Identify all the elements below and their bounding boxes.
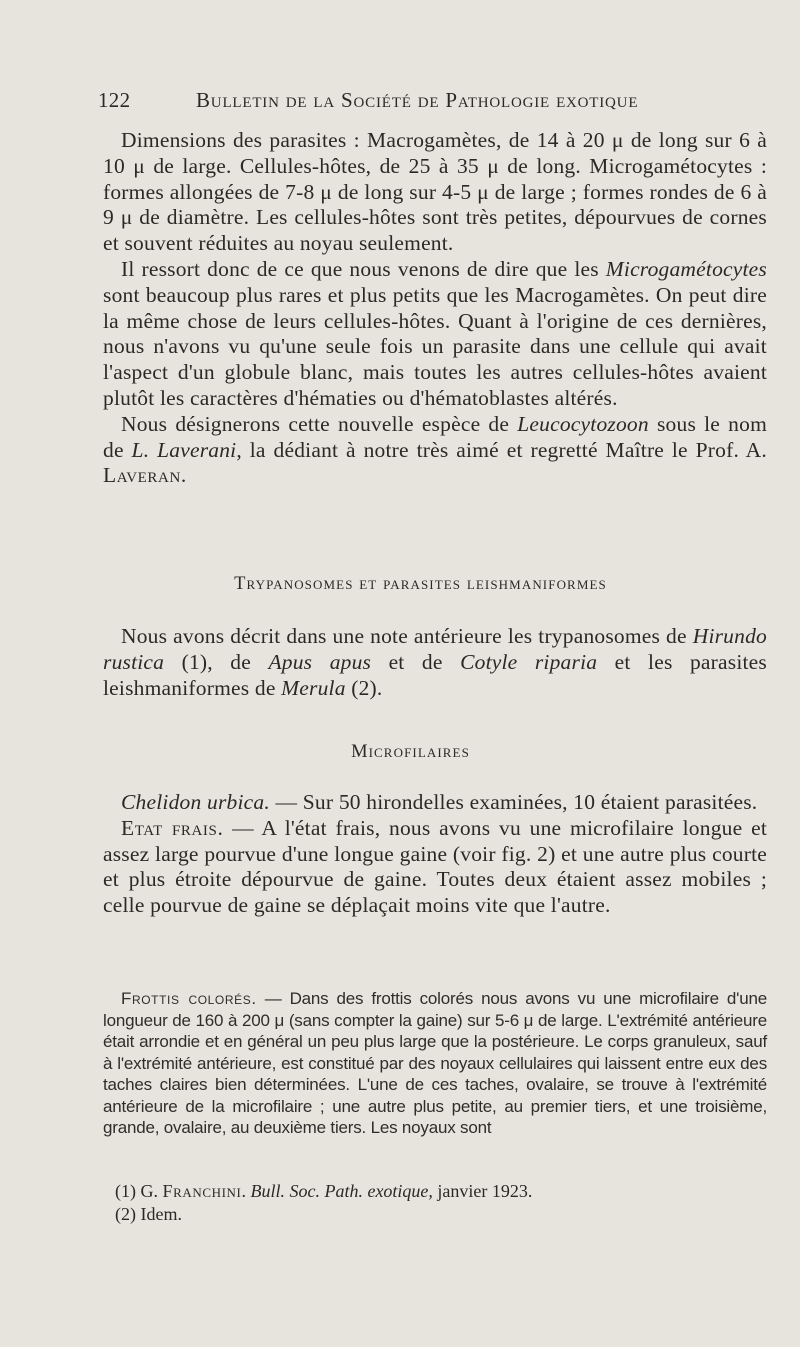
italic-term: Chelidon urbica.	[121, 790, 270, 814]
text-run: — A l'état frais, nous avons vu une microfilaire longue et assez large pourvue d'une longue gaine (voir fig. 2) et une autre plus courte et plus étroite dépourvue de gaine. Toutes deux étaient assez mobiles ; celle pourvue de gaine se déplaçait moins vite que l'autre.	[103, 815, 767, 918]
footnote-2	[103, 1203, 767, 1226]
text-run: — Dans des frottis colorés nous avons vu une microfilaire d'une longueur de 160 à 200 μ (sans compter la gaine) sur 5-6 μ de large. L'extrémité antérieure était arrondie et en général un peu plus large que la postérieure. Le corps granuleux, sauf à l'extrémité antérieure, est constitué par des noyaux cellulaires qui laissent entre eux des taches claires bien déterminées. L'une de ces taches, ovalaire, se trouve à l'extrémité antérieure de la microfilaire ; une autre plus petite, au premier tiers, et une troisième, grande, ovalaire, au deuxième tiers. Les noyaux sont	[103, 989, 767, 1137]
section-trypanosomes	[103, 624, 767, 701]
running-header	[98, 88, 658, 118]
footnote-1	[103, 1180, 767, 1203]
text-run: .	[180, 463, 187, 488]
small-caps-lead: Etat frais.	[121, 815, 224, 840]
paragraph-etat-frais	[103, 816, 767, 919]
section-microfilaires	[103, 790, 767, 919]
footnotes	[103, 1180, 767, 1225]
text-run: G.	[140, 1181, 163, 1201]
paragraph-dimensions: Dimensions des parasites : Macrogamètes, de 14 à 20 μ de long sur 6 à 10 μ de large. Cellules-hôtes, de 25 à 35 μ de long. Microgamétocytes : formes allongées de 7-8 μ de long sur 4-5 μ de large ; formes rondes de 6 à 9 μ de diamètre. Les cellules-hôtes sont très petites, dépourvues de cornes et souvent réduites au noyau seulement.	[103, 128, 767, 256]
running-title: Bulletin de la Société de Pathologie exotique	[196, 88, 639, 112]
italic-term: Microgamétocytes	[605, 256, 767, 281]
footnote-number: (2)	[115, 1203, 136, 1224]
section-frottis	[103, 988, 767, 1139]
page-number: 122	[98, 88, 131, 112]
text-run: sont beaucoup plus rares et plus petits que les Macrogamètes. On peut dire la même chose de leurs cellules-hôtes. Quant à l'origine de ces dernières, nous n'avons vu qu'une seule fois un parasite dans une cellule qui avait l'aspect d'un globule blanc, mais toutes les autres cellules-hôtes avaient plutôt les caractères d'hématies ou d'hématoblastes altérés.	[103, 282, 767, 410]
text-run: Nous avons décrit dans une note antérieure les trypanosomes de	[121, 624, 693, 648]
text-run: .	[241, 1181, 251, 1201]
italic-term: Cotyle riparia	[460, 649, 598, 674]
text-run: janvier 1923.	[432, 1181, 533, 1201]
italic-term: Merula	[281, 675, 346, 700]
paragraph-chelidon	[103, 790, 767, 816]
heading-trypanosomes: Trypanosomes et parasites leishmaniformes	[234, 574, 607, 594]
small-caps-lead: Frottis colorés.	[121, 989, 257, 1008]
text-run: Nous désignerons cette nouvelle espèce de	[121, 411, 518, 436]
heading-microfilaires: Microfilaires	[351, 742, 470, 762]
text-run: (1), de	[164, 649, 269, 674]
italic-term: Apus apus	[268, 649, 372, 674]
paragraph-species-name	[103, 412, 767, 489]
text-run: Il ressort donc de ce que nous venons de dire que les	[121, 256, 606, 281]
section-leucocytozoon	[103, 128, 767, 489]
text-run: — Sur 50 hirondelles examinées, 10 étaient parasitées.	[269, 790, 758, 814]
italic-term: Leucocytozoon	[517, 411, 649, 436]
italic-reference: Bull. Soc. Path. exotique,	[250, 1181, 433, 1201]
text-run: (2).	[345, 675, 383, 700]
footnote-number: (1)	[115, 1181, 136, 1201]
paragraph-trypanosomes	[103, 624, 767, 701]
small-caps-name: Franchini	[162, 1181, 242, 1201]
text-run: , la dédiant à notre très aimé et regretté Maître le Prof. A.	[236, 437, 767, 462]
small-caps-name: Laveran	[103, 463, 181, 488]
text-run: et les parasites leishmaniformes de	[103, 649, 767, 700]
text-run: Idem.	[140, 1203, 182, 1224]
italic-term: Hirundo rustica	[103, 624, 767, 674]
paragraph-frottis-colores	[103, 988, 767, 1139]
paragraph-rarity	[103, 257, 767, 412]
text-run: et de	[371, 649, 461, 674]
text-run: sous le nom de	[103, 411, 768, 462]
italic-term: L. Laverani	[131, 437, 237, 462]
